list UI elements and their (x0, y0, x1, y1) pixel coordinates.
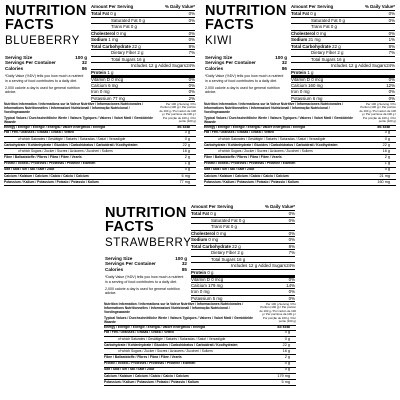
flavor-name: STRAWBERRY (105, 237, 192, 249)
serving-info: Serving Size 100 g Servings Per Container 32 Calories 85 *Daily Value (%DV) tells you how much a nutrient in a serving of food contributes to a daily diet. 2,000 calorie a day is used for general nutrition advice. (105, 256, 187, 296)
calorie-note: 2,000 calorie a day is used for general nutrition advice. (205, 85, 280, 95)
calorie-note: 2,000 calorie a day is used for general nutrition advice. (5, 85, 80, 95)
facts-table: Amount Per Serving % Daily Value* Total Fat 0 g 0% Saturated Fat 0 g 0% Trans Fat 0 g Cholesterol 0 mg 0% Sodium 0 mg 0% Total Carbohydrate 22 g 8% Dietary Fiber 2 g 7% Total Sugars 16 g Includes 12 g Added Sugars 24% Protein 0 g Vitamin D 0 mcg 0% Calcium 179 mg 14% Iron 0 mg 0% Potassium 5 mg 0% (191, 204, 295, 301)
serving-info: Serving Size 100 g Servings Per Container 32 Calories 86 *Daily Value (%DV) tells you how much a nutrient in a serving of food contributes to a daily diet. 2,000 calorie a day is used for general nutrition advice. (205, 55, 287, 95)
dv-note: *Daily Value (%DV) tells you how much a nutrient in a serving of food contributes to a daily diet. (205, 74, 284, 83)
title-line2: FACTS (5, 17, 55, 33)
calorie-note: 2,000 calorie a day is used for general nutrition advice. (105, 286, 180, 296)
flavor-name: BLUEBERRY (5, 35, 80, 47)
title-line1: NUTRITION (105, 205, 187, 221)
title-line2: FACTS (205, 17, 255, 33)
eu-nutrition-table: Nutrition Information / Informations sur la Valeur Nutritive / Informaciones Nutricionales / Informations Nutritionnelles / Informazioni Nutrizionali / Informação Nutricional / Voedingswaarde Typical Values / Durchschnittliche Werte / Valeurs Typiques / Valores / Valori Medi / Gemiddelde Waarde Per 100 g Serving / Pro Portion (100 g) / Par portion de 100 g / Por ración de 100 g / Per porzione da 100 g / Por porção de 100 g / Per portie (100 g) Energy / Energie / Énergie / Energía / Valore Energetico / Energia 83 kcal Fat / Fett / Graisses / Grasas / Grassi / Vetten 0 g of which Saturates / Gesättigte / Saturés / Saturadas / Saturi / Verzadigde 0 g Carbohydrate / Kohlenhydrate / Glucides / Carbohidratos / Carboidrati / Koolhydraten 22 g of which Sugars / Zucker / Sucres / Azúcares / Zuccheri / Suikers 16 g Fibre / Ballaststoffe / Fibres / Fibra / Fibre / Vezels 2 g Protein / Eiweiß / Protéines / Proteínas / Proteine / Eiwitten 0 g Salt / Salz / Sel / Sal / Sale / Zout 0 g Calcium / Kalzium / Calcium / Calcio / Calcio / Calcium 179 mg Potassium / Kalium / Potassium / Potasio / Potassio / Kalium 5 mg (104, 303, 296, 386)
eu-nutrition-table: Nutrition Information / Informations sur la Valeur Nutritive / Informaciones Nutricionales / Informations Nutritionnelles / Informazioni Nutrizionali / Informação Nutricional / Voedingswaarde Typical Values / Durchschnittliche Werte / Valeurs Typiques / Valores / Valori Medi / Gemiddelde Waarde Per 100 g Serving / Pro Portion (100 g) / Par portion de 100 g / Por ración de 100 g / Per porzione da 100 g / Por porção de 100 g / Per portie (100 g) Energy / Energie / Énergie / Energía / Valore Energetico / Energia 86 kcal Fat / Fett / Graisses / Grasas / Grassi / Vetten 0 g of which Saturates / Gesättigte / Saturés / Saturadas / Saturi / Verzadigde 0 g Carbohydrate / Kohlenhydrate / Glucides / Carbohidratos / Carboidrati / Koolhydraten 22 g of which Sugars / Zucker / Sucres / Azúcares / Zuccheri / Suikers 16 g Fibre / Ballaststoffe / Fibres / Fibra / Fibre / Vezels 2 g Protein / Eiweiß / Protéines / Proteínas / Proteine / Eiwitten 1 g Salt / Salz / Sel / Sal / Sale / Zout 0 g Calcium / Kalzium / Calcium / Calcio / Calcio / Calcium 21 mg Potassium / Kalium / Potassium / Potasio / Potassio / Kalium 160 mg (204, 103, 396, 186)
eu-nutrition-table: Nutrition Information / Informations sur la Valeur Nutritive / Informaciones Nutricionales / Informations Nutritionnelles / Informazioni Nutrizionali / Informação Nutricional / Voedingswaarde Typical Values / Durchschnittliche Werte / Valeurs Typiques / Valores / Valori Medi / Gemiddelde Waarde Per 100 g Serving / Pro Portion (100 g) / Par portion de 100 g / Por ración de 100 g / Per porzione da 100 g / Por porção de 100 g / Per portie (100 g) Energy / Energie / Énergie / Energía / Valore Energetico / Energia 86 kcal Fat / Fett / Graisses / Grasas / Grassi / Vetten 0 g of which Saturates / Gesättigte / Saturés / Saturadas / Saturi / Verzadigde 0 g Carbohydrate / Kohlenhydrate / Glucides / Carbohidratos / Carboidrati / Koolhydraten 22 g of which Sugars / Zucker / Sucres / Azúcares / Zuccheri / Suikers 16 g Fibre / Ballaststoffe / Fibres / Fibra / Fibre / Vezels 2 g Protein / Eiweiß / Protéines / Proteínas / Proteine / Eiwitten 1 g Salt / Salz / Sel / Sal / Sale / Zout 0 g Calcium / Kalzium / Calcium / Calcio / Calcio / Calcium 6 mg Potassium / Kalium / Potassium / Potasio / Potassio / Kalium 77 mg (4, 103, 196, 186)
title-line1: NUTRITION (5, 3, 87, 19)
facts-table: Amount Per Serving % Daily Value* Total Fat 0 g 0% Saturated Fat 0 g 0% Trans Fat 0 g Cholesterol 0 mg 0% Sodium 21 mg 1% Total Carbohydrate 22 g 8% Dietary Fiber 2 g 7% Total Sugars 16 g Includes 12 g Added Sugars 24% Protein 1 g Vitamin D 0 mcg 0% Calcium 160 mg 12% Iron 0 mg 0% Potassium 6 mg 0% (291, 4, 395, 101)
title-line1: NUTRITION (205, 3, 287, 19)
nutrition-panel-kiwi (200, 0, 400, 200)
title-line2: FACTS (105, 219, 155, 235)
nutrition-panel-blueberry (0, 0, 200, 200)
facts-table: Amount Per Serving % Daily Value* Total Fat 0 g 0% Saturated Fat 0 g 0% Trans Fat 0 g Cholesterol 0 mg 0% Sodium 1 mg 0% Total Carbohydrate 22 g 8% Dietary Fiber 2 g 7% Total Sugars 16 g Includes 12 g Added Sugars 24% Protein 1 g Vitamin D 0 mcg 0% Calcium 6 mg 0% Iron 0 mg 0% Potassium 77 mg 2% (91, 4, 195, 101)
flavor-name: KIWI (205, 35, 233, 47)
serving-info: Serving Size 100 g Servings Per Container 32 Calories 86 *Daily Value (%DV) tells you how much a nutrient in a serving of food contributes to a daily diet. 2,000 calorie a day is used for general nutrition advice. (5, 55, 87, 95)
dv-note: *Daily Value (%DV) tells you how much a nutrient in a serving of food contributes to a daily diet. (105, 275, 184, 284)
dv-note: *Daily Value (%DV) tells you how much a nutrient in a serving of food contributes to a daily diet. (5, 74, 84, 83)
nutrition-panel-strawberry (100, 200, 300, 400)
